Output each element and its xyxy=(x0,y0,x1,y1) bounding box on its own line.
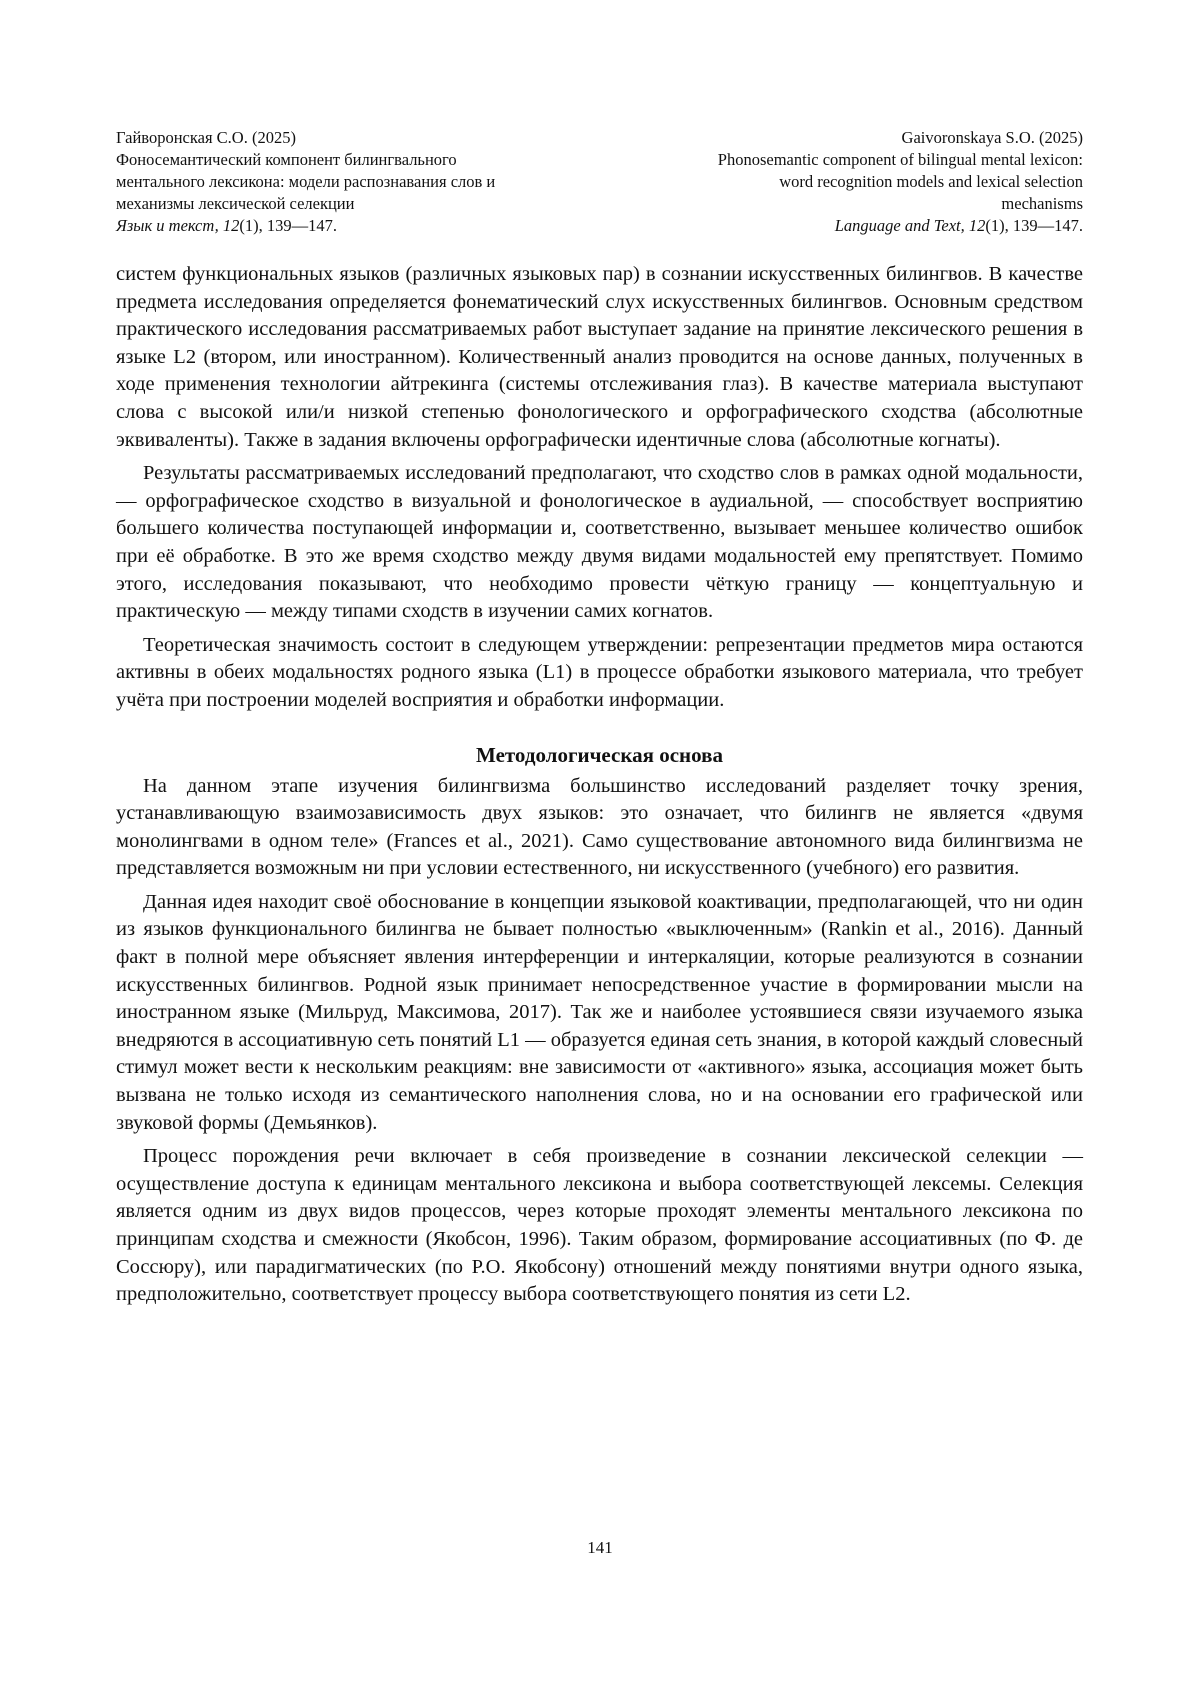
paragraph: систем функциональных языков (различных языковых пар) в сознании искусственных билингвов. В качестве предмета исследования определяется фонематический слух искусственных билингвов. Основным средством практического исследования рассматриваемых работ выступает задание на принятие лексического решения в языке L2 (втором, или иностранном). Количественный анализ проводится на основе данных, полученных в ходе применения технологии айтрекинга (системы отслеживания глаз). В качестве материала выступают слова с высокой или/и низкой степенью фонологического и орфографического сходства (абсолютные эквиваленты). Также в задания включены орфографически идентичные слова (абсолютные когнаты). xyxy=(116,263,1083,451)
header-title-en-line: Phonosemantic component of bilingual mental lexicon: xyxy=(717,150,1083,169)
journal-issue-pages: (1), 139—147. xyxy=(239,216,338,235)
header-journal-ru xyxy=(116,215,636,237)
header-author-en: Gaivoronskaya S.O. (2025) xyxy=(901,128,1083,147)
journal-volume: 12 xyxy=(222,216,240,235)
header-citation-en xyxy=(563,127,1083,237)
header-title-ru-line: Фоносемантический компонент билингвального xyxy=(116,150,457,169)
header-title-en-line: word recognition models and lexical selection xyxy=(779,172,1083,191)
journal-name: Language and Text, xyxy=(834,216,965,235)
article-body xyxy=(116,261,1083,1315)
journal-name: Язык и текст, xyxy=(116,216,219,235)
paragraph: На данном этапе изучения билингвизма большинство исследований разделяет точку зрения, устанавливающую взаимозависимость двух языков: это означает, что билингв не является «двумя монолингвами в одном теле» (Frances et al., 2021). Само существование автономного вида билингвизма не представляется возможным ни при условии естественного, ни искусственного (учебного) его развития. xyxy=(116,774,1083,880)
header-journal-en xyxy=(563,215,1083,237)
page-number: 141 xyxy=(587,1538,613,1557)
section-heading: Методологическая основа xyxy=(476,742,723,767)
journal-volume: 12 xyxy=(968,216,986,235)
paragraph: Процесс порождения речи включает в себя произведение в сознании лексической селекции — осуществление доступа к единицам ментального лексикона и выбора соответствующей лексемы. Селекция является одним из двух видов процессов, через которые проходят элементы ментального лексикона по принципам сходства и смежности (Якобсон, 1996). Таким образом, формирование ассоциативных (по Ф. де Соссюру), или парадигматических (по Р.О. Якобсону) отношений между понятиями внутри одного языка, предположительно, соответствует процессу выбора соответствующего понятия из сети L2. xyxy=(116,1145,1083,1306)
paragraph: Результаты рассматриваемых исследований предполагают, что сходство слов в рамках одной модальности, — орфографическое сходство в визуальной и фонологическое в аудиальной, — способствует восприятию большего количества поступающей информации и, соответственно, вызывает меньшее количество ошибок при её обработке. В это же время сходство между двумя видами модальностей ему препятствует. Помимо этого, исследования показывают, что необходимо провести чёткую границу — концептуальную и практическую — между типами сходств в изучении самих когнатов. xyxy=(116,462,1083,623)
header-citation-ru xyxy=(116,127,636,237)
header-title-ru-line: механизмы лексической селекции xyxy=(116,194,355,213)
paragraph: Данная идея находит своё обоснование в концепции языковой коактивации, предполагающей, что ни один из языков функционального билингва не бывает полностью «выключенным» (Rankin et al., 2016). Данный факт в полной мере объясняет явления интерференции и интеркаляции, которые реализуются в сознании искусственных билингвов. Родной язык принимает непосредственное участие в формировании мысли на иностранном языке (Мильруд, Максимова, 2017). Так же и наиболее устоявшиеся связи изучаемого языка внедряются в ассоциативную сеть понятий L1 — образуется единая сеть знания, в которой каждый словесный стимул может вести к нескольким реакциям: вне зависимости от «активного» языка, ассоциация может быть вызвана не только исходя из семантического наполнения слова, но и на основании его графической или звуковой формы (Демьянков). xyxy=(116,890,1083,1134)
journal-issue-pages: (1), 139—147. xyxy=(985,216,1083,235)
header-title-en-line: mechanisms xyxy=(1001,194,1083,213)
header-title-ru-line: ментального лексикона: модели распознавания слов и xyxy=(116,172,496,191)
header-author-ru: Гайворонская С.О. (2025) xyxy=(116,128,296,147)
paragraph: Теоретическая значимость состоит в следующем утверждении: репрезентации предметов мира остаются активны в обеих модальностях родного языка (L1) в процессе обработки языкового материала, что требует учёта при построении моделей восприятия и обработки информации. xyxy=(116,633,1083,711)
